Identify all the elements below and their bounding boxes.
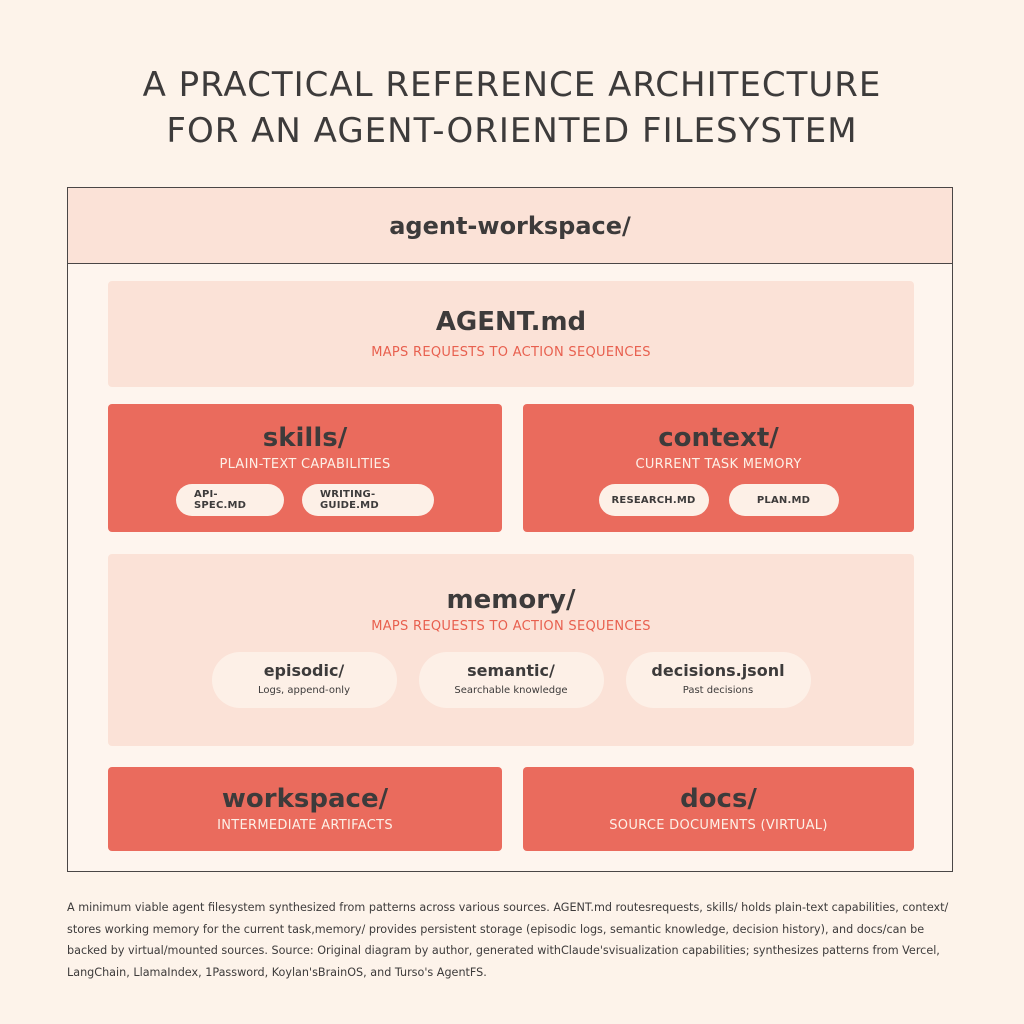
memory-item-desc: Past decisions [682, 685, 754, 696]
file-pill: API-SPEC.MD [176, 484, 284, 516]
skills-files [176, 484, 434, 516]
memory-item-name: decisions.jsonl [651, 661, 785, 680]
memory-item-desc: Logs, append-only [257, 685, 351, 696]
agent-md-box [108, 281, 914, 387]
file-pill: WRITING-GUIDE.MD [302, 484, 434, 516]
docs-box [523, 767, 914, 851]
skills-title: skills/ [262, 423, 348, 453]
memory-item-name: semantic/ [467, 661, 555, 680]
docs-title: docs/ [680, 784, 757, 814]
workspace-title: workspace/ [221, 784, 389, 814]
file-pill: PLAN.MD [729, 484, 839, 516]
memory-item-semantic [419, 652, 604, 708]
context-title: context/ [658, 423, 779, 453]
skills-box [108, 404, 502, 532]
context-box [523, 404, 914, 532]
context-files [599, 484, 839, 516]
memory-item-decisions [626, 652, 811, 708]
memory-box [108, 554, 914, 746]
skills-subtitle: PLAIN-TEXT CAPABILITIES [219, 457, 391, 472]
memory-subtitle: MAPS REQUESTS TO ACTION SEQUENCES [371, 619, 651, 634]
figure-caption: A minimum viable agent filesystem synthesized from patterns across various sources. AGENT.md routesrequests, skills/ holds plain-text capabilities, context/ stores working memory for the current task,memory/ provides persistent storage (episodic logs, semantic knowledge, decision history), and docs/can be backed by virtual/mounted sources. Source: Original diagram by author, generated withClaude'svisualization capabilities; synthesizes patterns from Vercel, LangChain, LlamaIndex, 1Password, Koylan'sBrainOS, and Turso's AgentFS. [67, 901, 949, 979]
memory-title: memory/ [446, 585, 576, 615]
memory-item-episodic [212, 652, 397, 708]
file-pill: RESEARCH.MD [599, 484, 709, 516]
agent-workspace-header: agent-workspace/ [68, 188, 952, 264]
context-subtitle: CURRENT TASK MEMORY [635, 457, 802, 472]
memory-items [212, 652, 811, 708]
memory-item-name: episodic/ [263, 661, 345, 680]
memory-item-desc: Searchable knowledge [454, 685, 568, 696]
workspace-subtitle: INTERMEDIATE ARTIFACTS [217, 818, 393, 833]
workspace-box [108, 767, 502, 851]
agent-md-title: AGENT.md [435, 307, 587, 337]
diagram-title [0, 62, 1024, 154]
agent-workspace-frame [67, 187, 953, 872]
docs-subtitle: SOURCE DOCUMENTS (VIRTUAL) [609, 818, 828, 833]
title-line-1: A PRACTICAL REFERENCE ARCHITECTURE [142, 65, 882, 105]
title-line-2: FOR AN AGENT-ORIENTED FILESYSTEM [166, 111, 858, 151]
agent-md-subtitle: MAPS REQUESTS TO ACTION SEQUENCES [371, 345, 651, 360]
